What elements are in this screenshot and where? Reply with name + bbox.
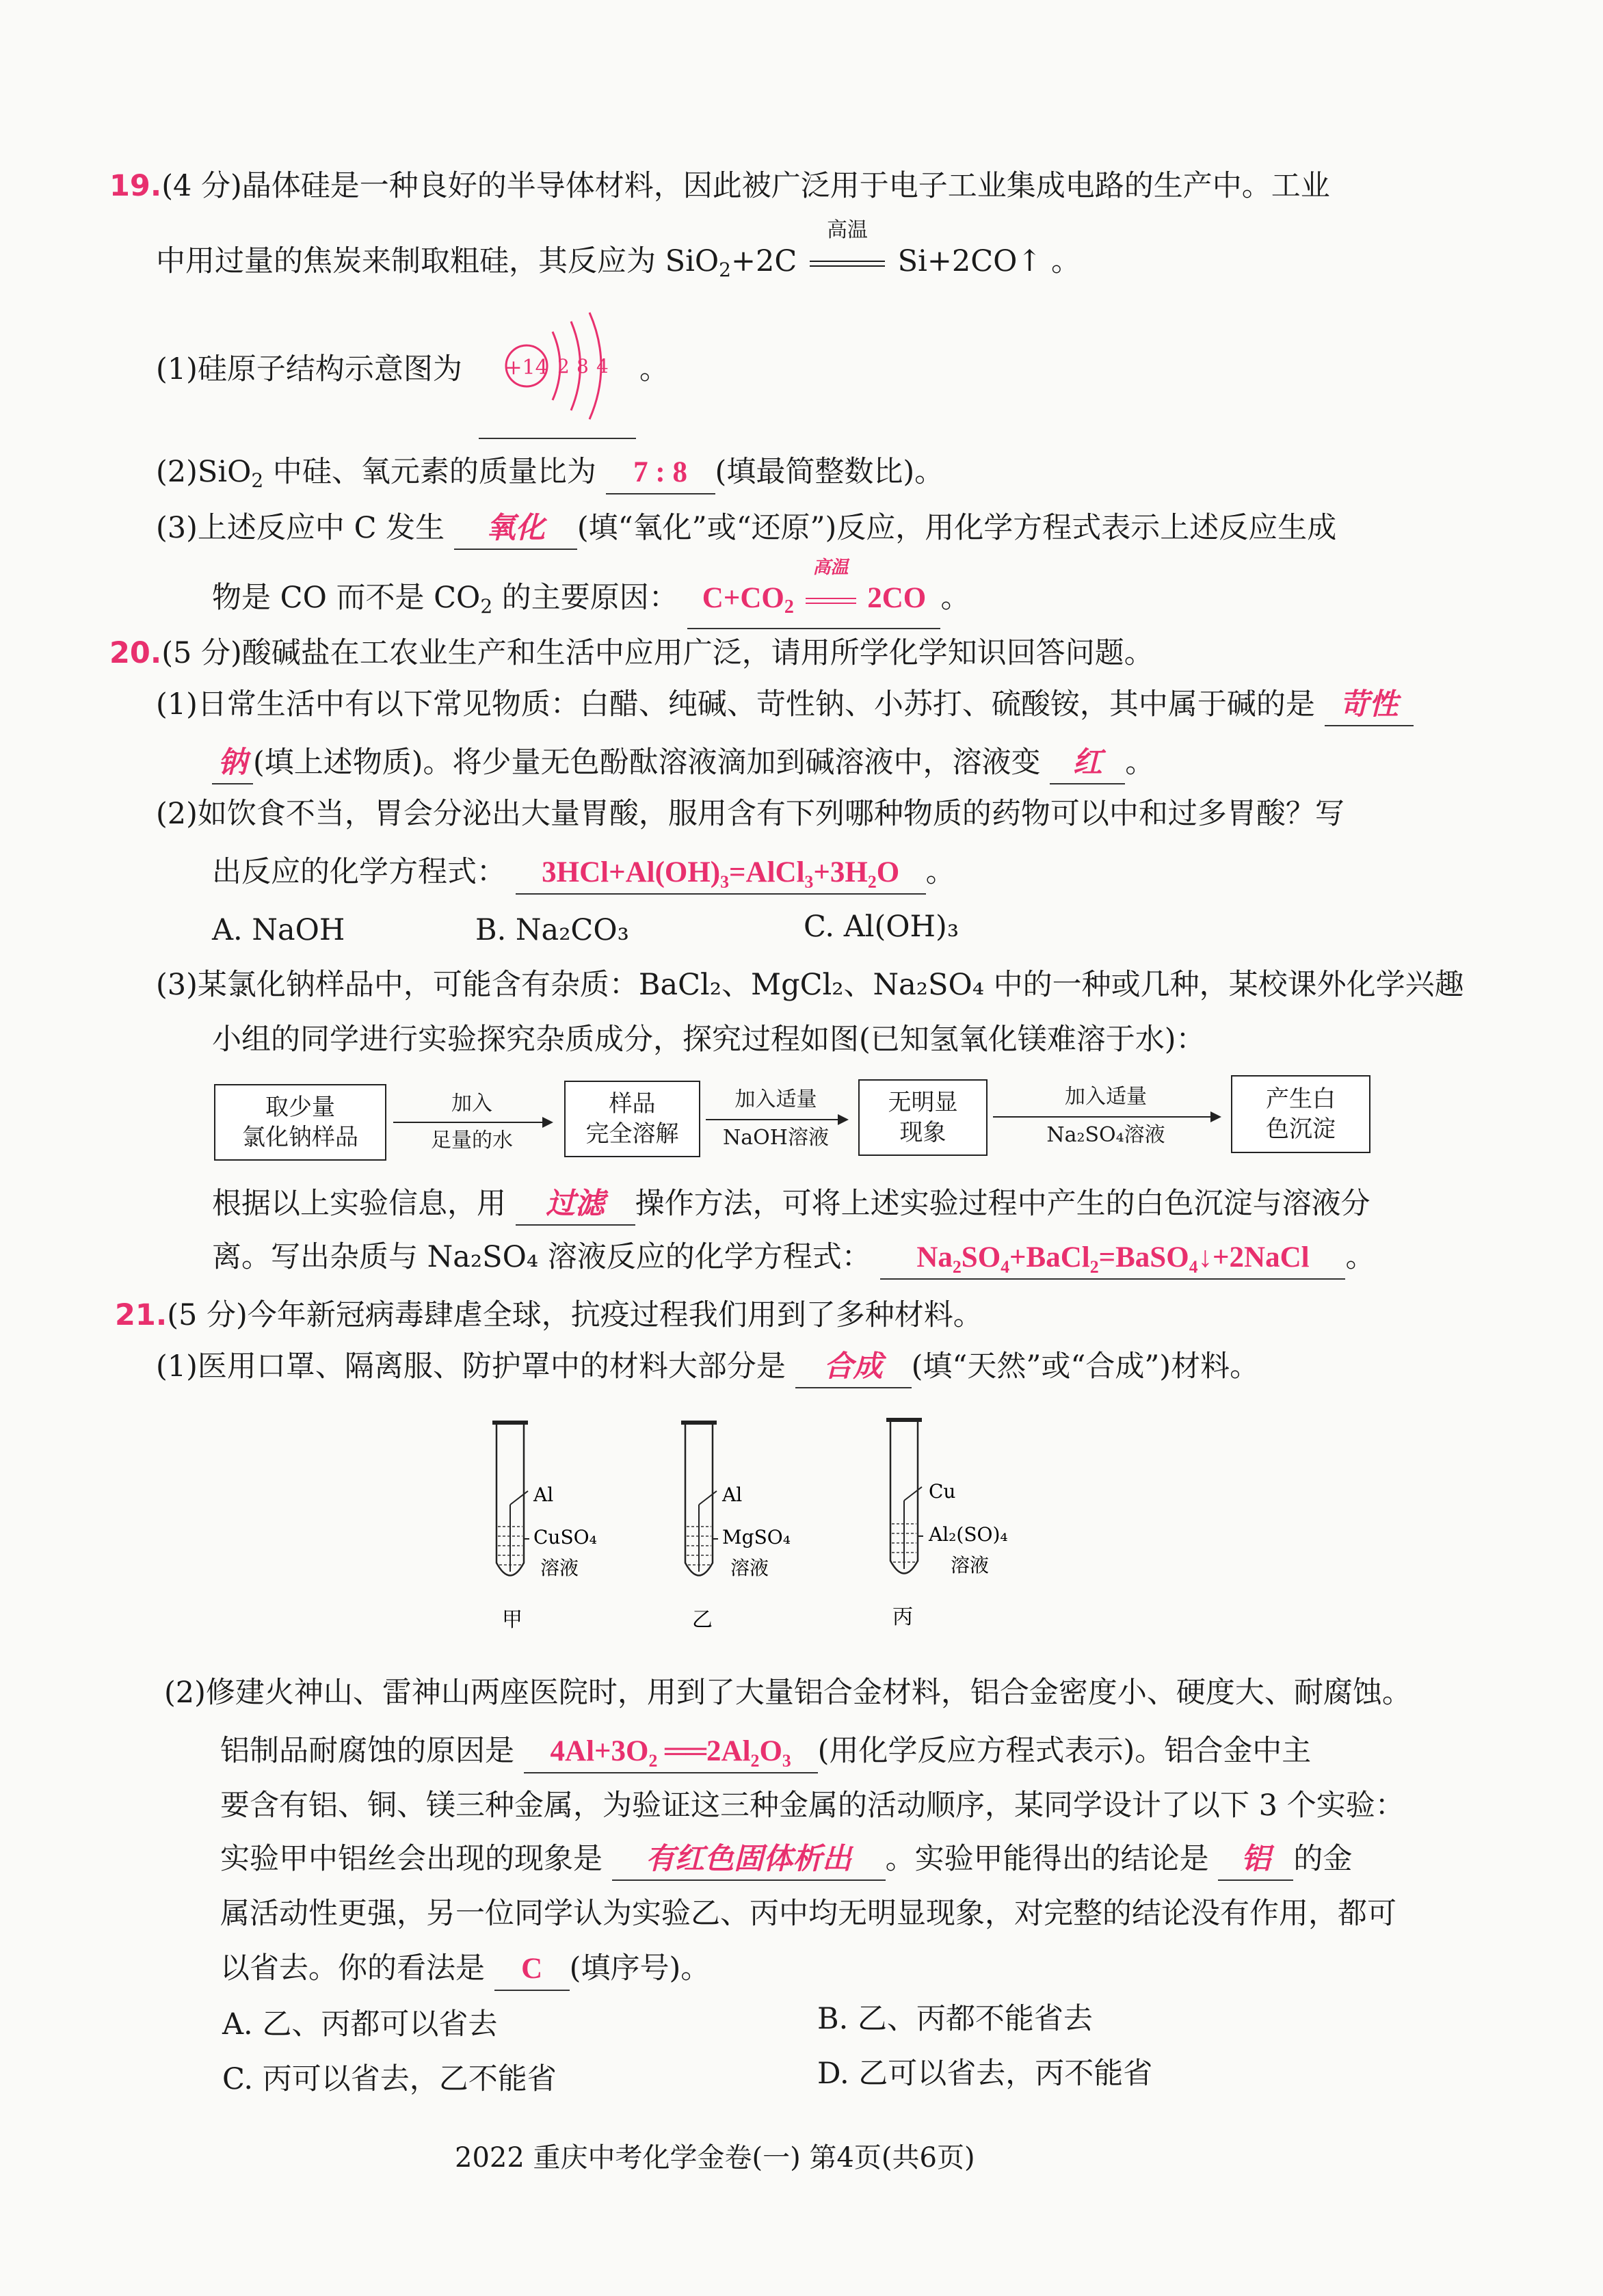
text: 的主要原因： (492, 581, 678, 615)
answer-blank (454, 507, 577, 550)
answer: 氧化 (486, 511, 545, 545)
q20-intro (109, 633, 1154, 674)
q19-line1 (109, 166, 1330, 207)
box-text: 样品 (609, 1090, 656, 1118)
text: 根据以上实验信息，用 (212, 1187, 506, 1221)
q21-p2-line2 (220, 1730, 1311, 1773)
text: 。 (925, 855, 955, 889)
condition-label: 高温 (826, 218, 868, 242)
question-text: (5 分)酸碱盐在工农业生产和生活中应用广泛，请用所学化学知识回答问题。 (161, 636, 1154, 670)
arrow-label: 加入 (451, 1092, 492, 1116)
option-text: A. 乙、丙都可以省去 (222, 2007, 498, 2042)
q19-p3 (156, 507, 1336, 550)
text: (填序号)。 (569, 1951, 711, 1985)
flow-arrow-1 (393, 1122, 551, 1123)
tube-label: 甲 (502, 1608, 522, 1632)
q20-p2 (156, 793, 1344, 834)
text: 物是 CO 而不是 CO (212, 581, 481, 615)
text: (3)某氯化钠样品中，可能含有杂质：BaCl₂、MgCl₂、Na₂SO₄ 中的一种或几种，某校课外化学兴趣 (156, 968, 1464, 1002)
answer: 过滤 (546, 1187, 605, 1221)
flow-box-3 (858, 1079, 988, 1156)
box-text: 无明显 (888, 1089, 958, 1116)
text: 的金 (1293, 1842, 1353, 1876)
question-text: (5 分)今年新冠病毒肆虐全球，抗疫过程我们用到了多种材料。 (167, 1298, 983, 1332)
answer-blank (516, 1183, 635, 1226)
reaction-condition (806, 218, 888, 282)
solution-label: 溶液 (540, 1557, 579, 1579)
text: 以省去。你的看法是 (220, 1951, 485, 1985)
q21-p2-line4 (220, 1838, 1352, 1881)
tube-jia (492, 1423, 597, 1632)
box-text: 取少量 (265, 1094, 335, 1121)
q20-p3-line2 (212, 1019, 1206, 1060)
answer-blank (1050, 742, 1125, 784)
q20-p1-line2 (212, 742, 1154, 784)
solution-label: MgSO₄ (722, 1526, 791, 1548)
answer: 2CO (867, 582, 927, 614)
nucleus-charge: +14 (505, 356, 548, 380)
answer-blank (795, 1346, 912, 1388)
text: +2C (730, 244, 797, 278)
q20-p3-line3 (212, 1183, 1370, 1226)
q20-option-c (804, 906, 959, 947)
flow-arrow-2 (706, 1119, 846, 1120)
text: (填最简整数比)。 (715, 455, 944, 489)
arrow-label: 加入适量 (734, 1087, 817, 1111)
q20-p2-line2 (212, 852, 955, 895)
text: (1)医用口罩、隔离服、防护罩中的材料大部分是 (156, 1349, 786, 1384)
answer: 4Al+3O₂ ══2Al₂O₃ (550, 1735, 791, 1767)
option-text: B. Na₂CO₃ (475, 913, 629, 947)
text: (2)如饮食不当，胃会分泌出大量胃酸，服用含有下列哪种物质的药物可以中和过多胃酸？写 (156, 797, 1344, 831)
text: (用化学反应方程式表示)。铝合金中主 (817, 1734, 1312, 1768)
q20-p3-line4 (212, 1237, 1375, 1280)
q20-p1 (156, 684, 1414, 726)
text: 出反应的化学方程式： (212, 855, 506, 889)
q19-p2: (2)SiO$_2$ 中硅、氧元素的质量比为 7 : 8 (填最简整数比)。 (156, 451, 944, 501)
q19-line2: 中用过量的焦炭来制取粗硅，其反应为 SiO$_2$+2C 高温 Si+2CO↑ 。 (156, 218, 1081, 281)
answer: C (521, 1953, 543, 1985)
question-number: 21. (115, 1298, 168, 1332)
metal-label: Cu (929, 1480, 956, 1503)
text: 中用过量的焦炭来制取粗硅，其反应为 SiO (156, 244, 719, 278)
q21-p2-line3 (220, 1785, 1405, 1826)
tube-label: 乙 (692, 1608, 713, 1632)
text: 实验甲中铝丝会出现的现象是 (220, 1842, 602, 1876)
q20-p3 (156, 964, 1464, 1005)
box-text: 现象 (899, 1119, 946, 1146)
solution-label: 溶液 (730, 1557, 769, 1579)
text: 。实验甲能得出的结论是 (885, 1842, 1209, 1876)
answer-blank (606, 451, 715, 494)
page-footer: 2022 重庆中考化学金卷(一) 第4页(共6页) (455, 2142, 975, 2174)
text: (3)上述反应中 C 发生 (156, 511, 445, 545)
answer-blank (1218, 1838, 1293, 1881)
box-text: 产生白 (1266, 1085, 1336, 1113)
solution-label: CuSO₄ (533, 1526, 597, 1548)
text: 。 (1345, 1240, 1375, 1274)
reaction-condition (804, 557, 858, 619)
shell-1-count: 2 (557, 355, 570, 378)
q21-p2 (164, 1672, 1412, 1713)
text: (2)SiO (156, 455, 252, 489)
text: 离。写出杂质与 Na₂SO₄ 溶液反应的化学方程式： (212, 1240, 871, 1274)
q19-p1-end (639, 349, 669, 390)
text: (1)硅原子结构示意图为 (156, 352, 462, 386)
question-number: 19. (109, 169, 162, 203)
q21-option-d (817, 2053, 1152, 2094)
option-text: C. Al(OH)₃ (804, 910, 959, 944)
q19-p1 (156, 349, 462, 390)
tube-bing (886, 1420, 1008, 1629)
answer-blank (212, 742, 253, 784)
metal-label: Al (722, 1483, 743, 1506)
text: 小组的同学进行实验探究杂质成分，探究过程如图(已知氢氧化镁难溶于水)： (212, 1022, 1206, 1057)
answer: 苛性 (1339, 687, 1399, 722)
answer: 钠 (217, 745, 248, 780)
q21-option-b (817, 1998, 1093, 2040)
metal-label: Al (533, 1483, 554, 1506)
shell-2-count: 8 (577, 355, 589, 378)
tube-label: 丙 (892, 1605, 913, 1629)
text: (填上述物质)。将少量无色酚酞溶液滴加到碱溶液中，溶液变 (253, 745, 1041, 780)
answer-blank (612, 1838, 886, 1881)
answer: 红 (1072, 745, 1102, 780)
text: (1)日常生活中有以下常见物质：白醋、纯碱、苛性钠、小苏打、硫酸铵，其中属于碱的是 (156, 687, 1315, 722)
answer-blank: $C+CO_2$ 高温 2CO (687, 577, 940, 629)
option-text: B. 乙、丙都不能省去 (817, 2002, 1093, 2036)
answer-blank (1325, 684, 1414, 726)
text: (2)修建火神山、雷神山两座医院时，用到了大量铝合金材料，铝合金密度小、硬度大、耐腐蚀。 (164, 1676, 1412, 1710)
answer: 3HCl+Al(OH)₃=AlCl₃+3H₂O (542, 856, 900, 888)
q20-option-b (475, 910, 629, 951)
answer: C+CO (702, 582, 784, 614)
arrow-label: Na₂SO₄溶液 (1046, 1123, 1165, 1147)
q21-p2-line5 (220, 1893, 1396, 1934)
arrow-label: 足量的水 (431, 1129, 513, 1152)
text: 。 (1125, 745, 1155, 780)
q21-option-a (222, 2004, 497, 2045)
flow-box-1 (214, 1084, 386, 1161)
q21-intro (115, 1295, 983, 1336)
answer: 有红色固体析出 (646, 1842, 852, 1876)
option-text: D. 乙可以省去，丙不能省 (817, 2057, 1153, 2091)
arrow-label: 加入适量 (1065, 1085, 1147, 1109)
question-number: 20. (109, 636, 162, 670)
solution-label: Al₂(SO)₄ (929, 1523, 1008, 1546)
text: 铝制品耐腐蚀的原因是 (220, 1734, 514, 1768)
answer-underline (479, 438, 636, 439)
option-text: C. 丙可以省去，乙不能省 (222, 2062, 557, 2096)
text: 中硅、氧元素的质量比为 (263, 455, 596, 489)
q21-option-c (222, 2059, 557, 2100)
q20-option-a (212, 910, 345, 951)
question-text: (4 分)晶体硅是一种良好的半导体材料，因此被广泛用于电子工业集成电路的生产中。工业 (161, 169, 1330, 203)
answer: 合成 (823, 1349, 883, 1384)
text: 要含有铝、铜、镁三种金属，为验证这三种金属的活动顺序，某同学设计了以下 3 个实验： (220, 1789, 1405, 1823)
answer: Na₂SO₄+BaCl₂=BaSO₄↓+2NaCl (916, 1241, 1310, 1274)
text: Si+2CO↑ 。 (897, 244, 1081, 278)
text: 。 (639, 352, 669, 386)
answer: 铝 (1241, 1842, 1271, 1876)
answer-blank (880, 1237, 1345, 1280)
text: 属活动性更强，另一位同学认为实验乙、丙中均无明显现象，对完整的结论没有作用，都可 (220, 1897, 1396, 1931)
flow-arrow-3 (993, 1116, 1219, 1118)
condition-label: 高温 (812, 557, 849, 578)
option-text: A. NaOH (212, 913, 345, 947)
flow-box-4 (1231, 1075, 1370, 1153)
box-text: 氯化钠样品 (242, 1124, 358, 1151)
test-tube-figure (479, 1409, 1067, 1635)
text: 操作方法，可将上述实验过程中产生的白色沉淀与溶液分 (635, 1187, 1370, 1221)
text: (填“天然”或“合成”)材料。 (911, 1349, 1260, 1384)
tube-yi (681, 1423, 791, 1632)
text: (填“氧化”或“还原”)反应，用化学方程式表示上述反应生成 (577, 511, 1337, 545)
shell-3-count: 4 (596, 355, 609, 378)
text: 。 (940, 581, 970, 615)
arrow-label: NaOH溶液 (723, 1126, 829, 1150)
answer: 7 : 8 (633, 456, 687, 488)
solution-label: 溶液 (951, 1554, 990, 1576)
q19-p3-line2: 物是 CO 而不是 $CO_2$ 的主要原因： $C+CO_2$ 高温 2CO 。 (212, 577, 970, 629)
q21-p2-line6 (220, 1948, 710, 1991)
box-text: 完全溶解 (585, 1120, 679, 1148)
answer-blank (524, 1730, 818, 1773)
q21-p1 (156, 1346, 1259, 1388)
answer-blank (516, 852, 926, 895)
silicon-atom-diagram (479, 304, 636, 427)
answer-blank (494, 1948, 570, 1991)
box-text: 色沉淀 (1266, 1116, 1336, 1143)
flow-box-2 (564, 1081, 700, 1157)
